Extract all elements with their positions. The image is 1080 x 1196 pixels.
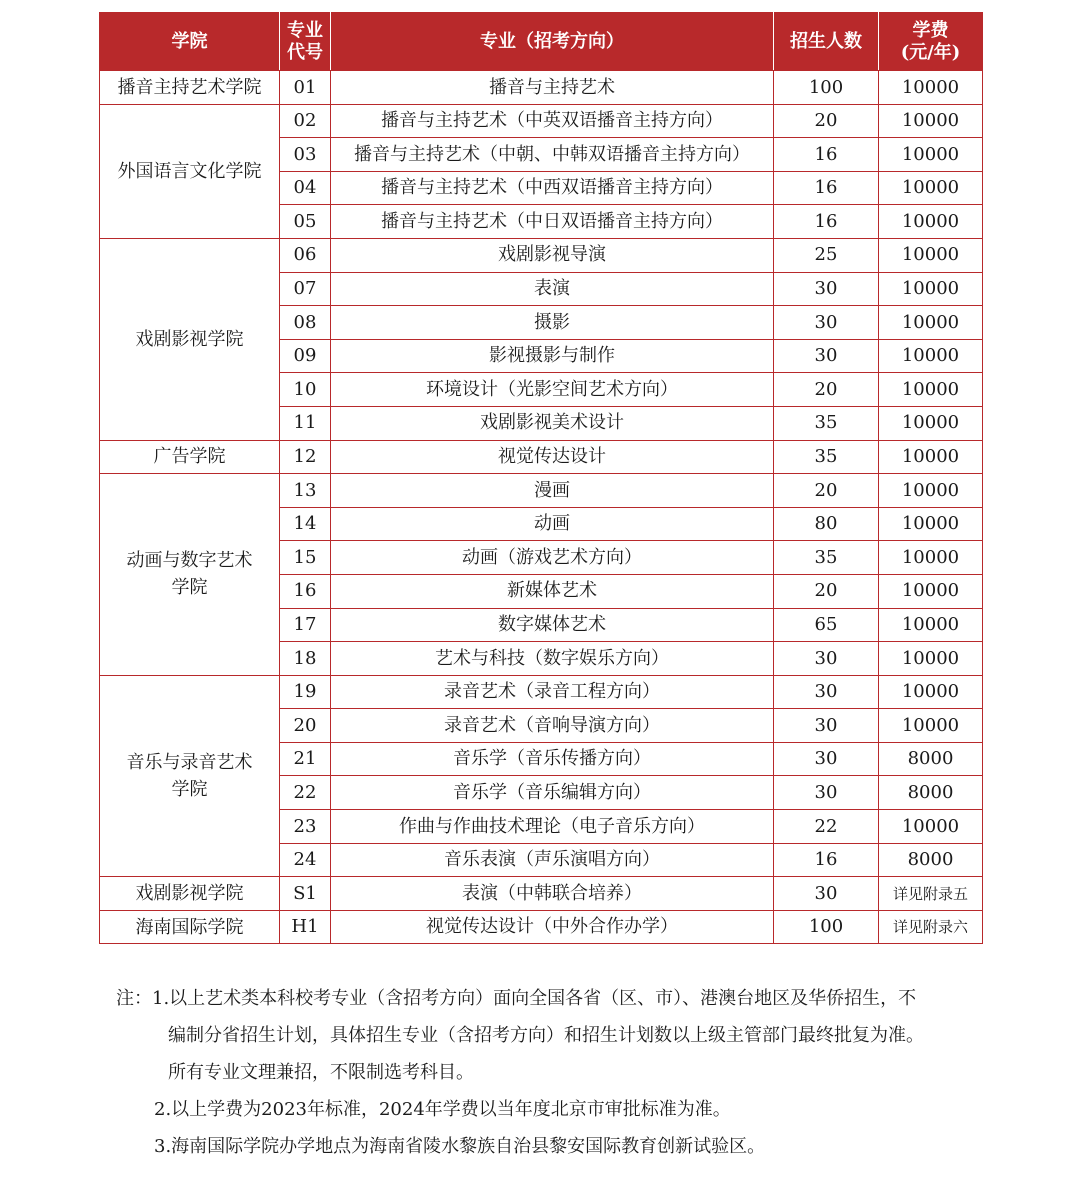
cell-enroll: 30 <box>774 339 879 373</box>
cell-code: 17 <box>280 608 331 642</box>
cell-fee: 10000 <box>879 373 983 407</box>
cell-fee: 10000 <box>879 406 983 440</box>
cell-college: 海南国际学院 <box>100 910 280 944</box>
cell-enroll: 16 <box>774 138 879 172</box>
cell-college: 戏剧影视学院 <box>100 877 280 911</box>
table-row <box>100 104 983 138</box>
table-row <box>100 474 983 508</box>
cell-fee: 10000 <box>879 474 983 508</box>
table-row <box>100 877 983 911</box>
cell-major: 动画（游戏艺术方向） <box>331 541 774 575</box>
header-code: 专业 代号 <box>280 13 331 71</box>
table-row <box>100 71 983 105</box>
cell-code: 13 <box>280 474 331 508</box>
cell-fee: 10000 <box>879 71 983 105</box>
cell-major: 播音与主持艺术（中朝、中韩双语播音主持方向） <box>331 138 774 172</box>
cell-enroll: 20 <box>774 373 879 407</box>
cell-enroll: 16 <box>774 205 879 239</box>
cell-code: 14 <box>280 507 331 541</box>
enrollment-table <box>99 12 983 944</box>
note-2: 2.以上学费为2023年标准，2024年学费以当年度北京市审批标准为准。 <box>154 1099 731 1120</box>
cell-major: 戏剧影视导演 <box>331 238 774 272</box>
cell-major: 视觉传达设计 <box>331 440 774 474</box>
cell-major: 戏剧影视美术设计 <box>331 406 774 440</box>
cell-college: 广告学院 <box>100 440 280 474</box>
cell-enroll: 22 <box>774 810 879 844</box>
cell-code: 19 <box>280 675 331 709</box>
cell-major: 播音与主持艺术（中日双语播音主持方向） <box>331 205 774 239</box>
cell-enroll: 80 <box>774 507 879 541</box>
cell-major: 动画 <box>331 507 774 541</box>
cell-major: 视觉传达设计（中外合作办学） <box>331 910 774 944</box>
note-1-line-1: 注：1.以上艺术类本科校考专业（含招考方向）面向全国各省（区、市）、港澳台地区及华侨招生，不 <box>116 988 917 1009</box>
table-row <box>100 440 983 474</box>
cell-enroll: 65 <box>774 608 879 642</box>
cell-fee: 8000 <box>879 776 983 810</box>
cell-fee: 10000 <box>879 104 983 138</box>
cell-code: H1 <box>280 910 331 944</box>
cell-college: 戏剧影视学院 <box>100 238 280 440</box>
cell-fee: 10000 <box>879 272 983 306</box>
cell-enroll: 35 <box>774 541 879 575</box>
cell-major: 播音与主持艺术（中英双语播音主持方向） <box>331 104 774 138</box>
cell-code: S1 <box>280 877 331 911</box>
cell-fee: 10000 <box>879 440 983 474</box>
cell-fee: 详见附录六 <box>879 910 983 944</box>
cell-major: 表演（中韩联合培养） <box>331 877 774 911</box>
cell-code: 10 <box>280 373 331 407</box>
cell-enroll: 16 <box>774 171 879 205</box>
cell-major: 表演 <box>331 272 774 306</box>
cell-enroll: 30 <box>774 742 879 776</box>
cell-fee: 8000 <box>879 843 983 877</box>
cell-enroll: 25 <box>774 238 879 272</box>
cell-enroll: 16 <box>774 843 879 877</box>
notes-section <box>116 980 996 1165</box>
header-fee: 学费 (元/年) <box>879 13 983 71</box>
cell-enroll: 35 <box>774 440 879 474</box>
note-3: 3.海南国际学院办学地点为海南省陵水黎族自治县黎安国际教育创新试验区。 <box>154 1136 766 1157</box>
cell-enroll: 30 <box>774 675 879 709</box>
cell-fee: 10000 <box>879 709 983 743</box>
cell-fee: 10000 <box>879 608 983 642</box>
note-1-line-2: 编制分省招生计划，具体招生专业（含招考方向）和招生计划数以上级主管部门最终批复为准。 <box>168 1025 924 1046</box>
header-college: 学院 <box>100 13 280 71</box>
cell-major: 环境设计（光影空间艺术方向） <box>331 373 774 407</box>
cell-code: 01 <box>280 71 331 105</box>
cell-code: 20 <box>280 709 331 743</box>
cell-code: 03 <box>280 138 331 172</box>
cell-college: 动画与数字艺术 学院 <box>100 474 280 676</box>
cell-enroll: 30 <box>774 642 879 676</box>
cell-enroll: 30 <box>774 776 879 810</box>
cell-fee: 10000 <box>879 642 983 676</box>
cell-fee: 10000 <box>879 507 983 541</box>
cell-code: 21 <box>280 742 331 776</box>
cell-code: 02 <box>280 104 331 138</box>
cell-major: 音乐表演（声乐演唱方向） <box>331 843 774 877</box>
table-header-row <box>100 13 983 71</box>
cell-code: 07 <box>280 272 331 306</box>
cell-enroll: 20 <box>774 474 879 508</box>
cell-code: 23 <box>280 810 331 844</box>
cell-code: 24 <box>280 843 331 877</box>
cell-enroll: 20 <box>774 104 879 138</box>
cell-major: 漫画 <box>331 474 774 508</box>
cell-major: 播音与主持艺术 <box>331 71 774 105</box>
cell-enroll: 30 <box>774 877 879 911</box>
cell-fee: 10000 <box>879 574 983 608</box>
cell-major: 录音艺术（音响导演方向） <box>331 709 774 743</box>
cell-enroll: 30 <box>774 709 879 743</box>
cell-fee: 10000 <box>879 205 983 239</box>
cell-code: 05 <box>280 205 331 239</box>
note-1-line-3: 所有专业文理兼招，不限制选考科目。 <box>168 1062 474 1083</box>
cell-major: 影视摄影与制作 <box>331 339 774 373</box>
cell-college: 播音主持艺术学院 <box>100 71 280 105</box>
cell-code: 08 <box>280 306 331 340</box>
cell-fee: 10000 <box>879 810 983 844</box>
table-row <box>100 910 983 944</box>
cell-major: 播音与主持艺术（中西双语播音主持方向） <box>331 171 774 205</box>
cell-code: 22 <box>280 776 331 810</box>
cell-major: 作曲与作曲技术理论（电子音乐方向） <box>331 810 774 844</box>
cell-enroll: 100 <box>774 71 879 105</box>
cell-code: 09 <box>280 339 331 373</box>
cell-code: 06 <box>280 238 331 272</box>
cell-fee: 10000 <box>879 306 983 340</box>
cell-enroll: 20 <box>774 574 879 608</box>
cell-fee: 8000 <box>879 742 983 776</box>
cell-major: 音乐学（音乐传播方向） <box>331 742 774 776</box>
cell-major: 艺术与科技（数字娱乐方向） <box>331 642 774 676</box>
cell-fee: 详见附录五 <box>879 877 983 911</box>
header-major: 专业（招考方向） <box>331 13 774 71</box>
cell-major: 录音艺术（录音工程方向） <box>331 675 774 709</box>
cell-major: 数字媒体艺术 <box>331 608 774 642</box>
cell-enroll: 35 <box>774 406 879 440</box>
cell-code: 11 <box>280 406 331 440</box>
cell-fee: 10000 <box>879 541 983 575</box>
cell-major: 新媒体艺术 <box>331 574 774 608</box>
cell-college: 外国语言文化学院 <box>100 104 280 238</box>
cell-enroll: 100 <box>774 910 879 944</box>
cell-fee: 10000 <box>879 171 983 205</box>
cell-fee: 10000 <box>879 339 983 373</box>
table-body <box>100 71 983 944</box>
cell-code: 04 <box>280 171 331 205</box>
cell-code: 16 <box>280 574 331 608</box>
cell-code: 15 <box>280 541 331 575</box>
table-row <box>100 238 983 272</box>
cell-college: 音乐与录音艺术 学院 <box>100 675 280 877</box>
cell-enroll: 30 <box>774 272 879 306</box>
cell-fee: 10000 <box>879 238 983 272</box>
table-row <box>100 675 983 709</box>
cell-enroll: 30 <box>774 306 879 340</box>
cell-major: 摄影 <box>331 306 774 340</box>
cell-code: 18 <box>280 642 331 676</box>
cell-major: 音乐学（音乐编辑方向） <box>331 776 774 810</box>
cell-code: 12 <box>280 440 331 474</box>
cell-fee: 10000 <box>879 675 983 709</box>
header-enroll: 招生人数 <box>774 13 879 71</box>
cell-fee: 10000 <box>879 138 983 172</box>
